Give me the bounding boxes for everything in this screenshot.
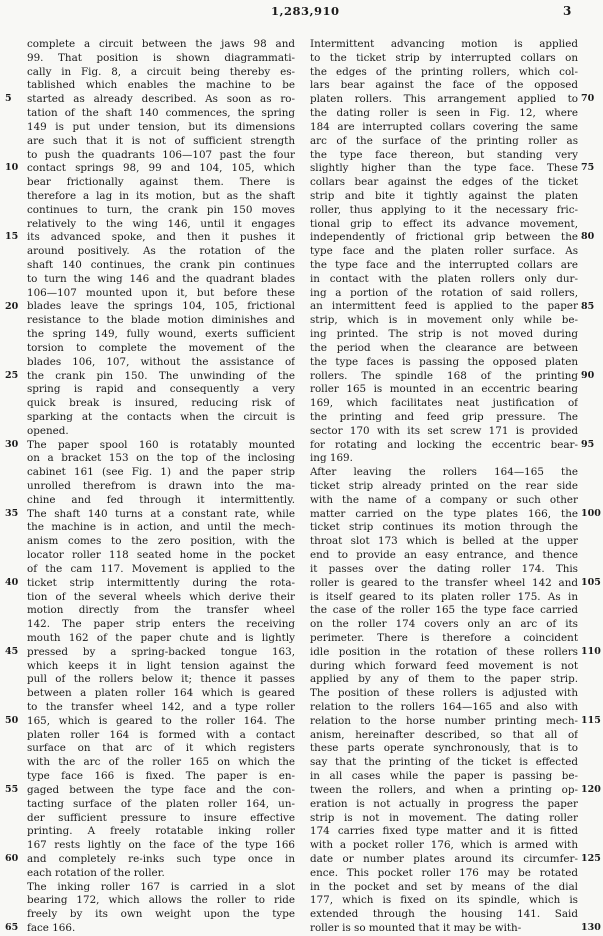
line-number: 85	[581, 300, 595, 312]
text-line: with the arc of the roller 165 on which the	[27, 756, 295, 769]
text-line: tablished which enables the machine to be	[27, 79, 295, 92]
page-header	[0, 4, 603, 20]
text-line: cally in Fig. 8, a circuit being thereby es-	[27, 65, 295, 78]
text-line: the spring 149, fully wound, exerts sufficient	[27, 328, 295, 341]
text-line: to turn the wing 146 and the quadrant blades	[27, 272, 295, 285]
text-line: say that the printing of the ticket is effected	[310, 756, 578, 769]
line-number: 65	[5, 922, 19, 934]
line-number: 50	[5, 715, 19, 727]
text-line: rollers. The spindle 168 of the printing	[310, 369, 578, 382]
text-line: throat slot 173 which is belled at the upper	[310, 535, 578, 548]
text-line: arc of the surface of the printing roller as	[310, 134, 578, 147]
text-line: Intermittent advancing motion is applied	[310, 38, 578, 50]
text-line: these parts operate synchronously, that is to	[310, 742, 578, 755]
text-line: the case of the roller 165 the type face carried	[310, 604, 578, 617]
text-line: platen rollers. This arrangement applied to	[310, 93, 578, 106]
text-line: collars bear against the edges of the ticket	[310, 176, 578, 189]
text-line: of the cam 117. Movement is applied to the	[27, 562, 295, 575]
text-line: for rotating and locking the eccentric bear-	[310, 438, 578, 451]
text-line: 177, which is fixed on its spindle, which is	[310, 894, 578, 907]
text-line: started as already described. As soon as ro-	[27, 93, 295, 106]
line-number: 25	[5, 369, 19, 381]
text-line: 99. That position is shown diagrammati-	[27, 51, 295, 64]
text-line: bearing 172, which allows the roller to ride	[27, 894, 295, 907]
text-line: platen roller 164 is formed with a contact	[27, 728, 295, 741]
line-number: 70	[581, 93, 595, 105]
text-line: relation to the horse number printing mech-	[310, 714, 578, 727]
line-number: 5	[5, 93, 12, 105]
text-line: type face and the platen roller surface. As	[310, 245, 578, 258]
text-line: anism, hereinafter described, so that all of	[310, 728, 578, 741]
text-line: in all cases while the paper is passing be-	[310, 770, 578, 783]
text-line: chine and fed through it intermittently.	[27, 493, 295, 506]
text-line: eration is not actually in progress the paper	[310, 797, 578, 810]
text-line: extended through the housing 141. Said	[310, 908, 578, 921]
text-line: tional grip to effect its advance movement,	[310, 217, 578, 230]
text-line: pull of the rollers below it; thence it passes	[27, 673, 295, 686]
left-text-column	[27, 38, 295, 936]
text-line: the edges of the printing rollers, which col-	[310, 65, 578, 78]
text-line: slightly higher than the type face. These	[310, 162, 578, 175]
text-line: motion directly from the transfer wheel	[27, 604, 295, 617]
text-line: complete a circuit between the jaws 98 and	[27, 38, 295, 50]
line-number: 35	[5, 507, 19, 519]
text-line: during which forward feed movement is not	[310, 659, 578, 672]
line-number: 100	[581, 507, 601, 519]
text-line: 184 are interrupted collars covering the same	[310, 120, 578, 133]
text-line: torsion to complete the movement of the	[27, 341, 295, 354]
text-line: relation to the rollers 164—165 and also with	[310, 701, 578, 713]
text-line: face 166.	[27, 922, 76, 934]
text-line: The inking roller 167 is carried in a slot	[27, 880, 295, 893]
text-line: roller 165 is mounted in an eccentric bearing	[310, 383, 578, 396]
text-line: the type face and the interrupted collars are	[310, 259, 578, 271]
text-line: The position of these rollers is adjusted with	[310, 687, 578, 700]
text-line: therefore a lag in its motion, but as the shaft	[27, 189, 295, 202]
text-line: cabinet 161 (see Fig. 1) and the paper strip	[27, 466, 295, 479]
line-number: 110	[581, 646, 601, 658]
line-number: 115	[581, 715, 601, 727]
text-line: roller is so mounted that it may be with-	[310, 922, 522, 934]
text-line: strip and bite it tightly against the platen	[310, 189, 578, 202]
text-line: unrolled therefrom is drawn into the ma-	[27, 480, 295, 492]
text-line: its advanced spoke, and then it pushes it	[27, 231, 295, 244]
line-number: 60	[5, 853, 19, 865]
text-line: 174 carries fixed type matter and it is fitted	[310, 825, 578, 838]
text-line: ing 169.	[310, 452, 353, 465]
text-line: der sufficient pressure to insure effective	[27, 811, 295, 824]
text-line: with a pocket roller 176, which is armed with	[310, 839, 578, 852]
text-line: resistance to the blade motion diminishes and	[27, 314, 295, 327]
text-line: 106—107 mounted upon it, but before these	[27, 286, 295, 299]
text-line: freely by its own weight upon the type	[27, 908, 295, 921]
text-line: printing. A freely rotatable inking roller	[27, 825, 295, 838]
line-number: 30	[5, 438, 19, 450]
text-line: type face 166 is fixed. The paper is en-	[27, 770, 295, 783]
right-text-column	[310, 38, 578, 936]
text-line: strip, which is in movement only while be-	[310, 314, 578, 327]
text-line: end to provide an easy entrance, and thence	[310, 549, 578, 562]
text-line: which keeps it in light tension against the	[27, 659, 295, 672]
line-number: 45	[5, 646, 19, 658]
text-line: to the ticket strip by interrupted collars on	[310, 51, 578, 64]
text-line: the period when the clearance are between	[310, 341, 578, 354]
text-line: to push the quadrants 106—107 past the four	[27, 148, 295, 161]
text-line: sector 170 with its set screw 171 is provided	[310, 424, 578, 437]
text-line: After leaving the rollers 164—165 the	[310, 466, 578, 479]
text-line: quick break is insured, reducing risk of	[27, 397, 295, 410]
text-line: contact springs 98, 99 and 104, 105, which	[27, 162, 295, 175]
text-line: the type face thereon, but standing very	[310, 148, 578, 161]
text-line: blades leave the springs 104, 105, frictional	[27, 300, 295, 313]
text-line: on the roller 174 covers only an arc of its	[310, 618, 578, 631]
line-number: 105	[581, 576, 601, 588]
text-line: continues to turn, the crank pin 150 moves	[27, 203, 295, 216]
text-line: blades 106, 107, without the assistance of	[27, 355, 295, 368]
text-line: ing a portion of the rotation of said rollers,	[310, 286, 578, 299]
text-line: 167 rests lightly on the face of the type 166	[27, 839, 295, 852]
text-line: on a bracket 153 on the top of the inclosing	[27, 452, 295, 465]
text-line: The shaft 140 turns at a constant rate, while	[27, 507, 295, 520]
text-line: 142. The paper strip enters the receiving	[27, 618, 295, 631]
text-line: date or number plates around its circumfer-	[310, 852, 578, 865]
text-line: it passes over the dating roller 174. This	[310, 562, 578, 575]
text-line: ticket strip intermittently during the rota-	[27, 576, 295, 589]
text-line: sparking at the contacts when the circuit is	[27, 410, 295, 423]
text-line: is itself geared to its platen roller 175. As in	[310, 590, 578, 603]
line-number: 120	[581, 784, 601, 796]
text-line: each rotation of the roller.	[27, 866, 165, 879]
text-line: mouth 162 of the paper chute and is lightly	[27, 631, 295, 644]
text-line: to the transfer wheel 142, and a type roller	[27, 701, 295, 713]
text-line: tween the rollers, and when a printing op-	[310, 783, 578, 796]
text-line: in the pocket and set by means of the dial	[310, 880, 578, 893]
line-number: 40	[5, 576, 19, 588]
line-number: 55	[5, 784, 19, 796]
text-line: spring is rapid and consequently a very	[27, 383, 295, 396]
text-line: the dating roller is seen in Fig. 12, where	[310, 107, 578, 120]
line-number: 15	[5, 231, 19, 243]
page-number: 3	[563, 4, 572, 18]
line-number: 95	[581, 438, 595, 450]
text-line: ing printed. The strip is not moved during	[310, 328, 578, 341]
line-number: 80	[581, 231, 595, 243]
text-line: pressed by a spring-backed tongue 163,	[27, 645, 295, 658]
line-number: 125	[581, 853, 601, 865]
text-line: the crank pin 150. The unwinding of the	[27, 369, 295, 382]
line-number: 90	[581, 369, 595, 381]
text-line: locator roller 118 seated home in the pocket	[27, 549, 295, 562]
text-line: matter carried on the type plates 166, the	[310, 507, 578, 520]
text-line: surface on that arc of it which registers	[27, 742, 295, 755]
text-line: opened.	[27, 424, 69, 437]
text-line: with the name of a company or such other	[310, 493, 578, 506]
text-line: anism comes to the zero position, with the	[27, 535, 295, 548]
text-line: strip is not in movement. The dating roller	[310, 811, 578, 824]
text-line: roller, thus applying to it the necessary fric-	[310, 203, 578, 216]
text-line: an intermittent feed is applied to the paper	[310, 300, 578, 313]
text-line: ticket strip continues its motion through the	[310, 521, 578, 534]
text-line: 169, which facilitates neat justification of	[310, 397, 578, 410]
text-line: and completely re-inks such type once in	[27, 852, 295, 865]
text-line: between a platen roller 164 which is geared	[27, 687, 295, 700]
text-line: tacting surface of the platen roller 164, un-	[27, 797, 295, 810]
text-line: the type faces is passing the opposed platen	[310, 355, 578, 368]
text-line: in contact with the platen rollers only dur-	[310, 272, 578, 285]
text-line: the printing and feed grip pressure. The	[310, 410, 578, 423]
text-line: applied by any of them to the paper strip.	[310, 673, 578, 686]
line-number: 75	[581, 162, 595, 174]
patent-number: 1,283,910	[271, 4, 340, 18]
text-line: relatively to the wing 146, until it engages	[27, 217, 295, 230]
text-line: around positively. As the rotation of the	[27, 245, 295, 258]
text-line: perimeter. There is therefore a coincident	[310, 631, 578, 644]
text-line: independently of frictional grip between the	[310, 231, 578, 244]
text-line: the machine is in action, and until the mech-	[27, 521, 295, 534]
text-line: tion of the several wheels which derive their	[27, 590, 295, 603]
text-line: bear frictionally against them. There is	[27, 176, 295, 189]
text-line: tation of the shaft 140 commences, the spring	[27, 107, 295, 120]
text-line: lars bear against the face of the opposed	[310, 79, 578, 92]
text-line: The paper spool 160 is rotatably mounted	[27, 438, 295, 451]
text-line: shaft 140 continues, the crank pin continues	[27, 259, 295, 271]
text-line: idle position in the rotation of these rollers	[310, 645, 578, 658]
text-line: ticket strip already printed on the rear side	[310, 480, 578, 492]
text-line: ence. This pocket roller 176 may be rotated	[310, 866, 578, 879]
line-number: 20	[5, 300, 19, 312]
text-line: 149 is put under tension, but its dimensions	[27, 120, 295, 133]
text-line: 165, which is geared to the roller 164. The	[27, 714, 295, 727]
line-number: 10	[5, 162, 19, 174]
line-number: 130	[581, 922, 601, 934]
text-line: roller is geared to the transfer wheel 142 and	[310, 576, 578, 589]
text-line: are such that it is not of sufficient strength	[27, 134, 295, 147]
text-line: gaged between the type face and the con-	[27, 783, 295, 796]
